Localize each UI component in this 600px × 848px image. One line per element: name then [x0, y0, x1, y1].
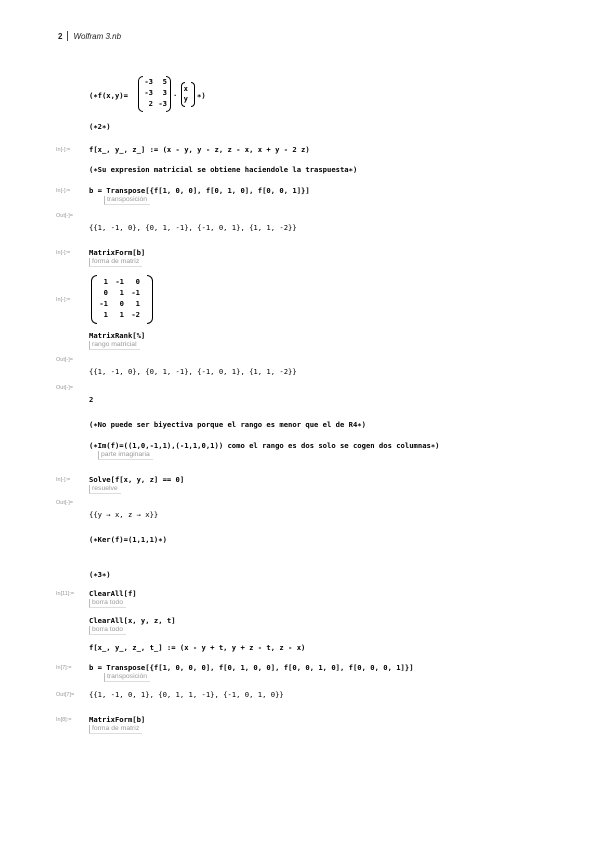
output-cell-list: {{1, -1, 0}, {0, 1, -1}, {-1, 0, 1}, {1, 1, -2}}: [89, 367, 297, 376]
output-label: Out[-]=: [56, 213, 73, 219]
comment-cell-image[interactable]: (∗Im(f)=((1,0,-1,1),(-1,1,0,1)) como el rango es dos solo se cogen dos columnas∗): [89, 441, 440, 450]
matrix-cell: -1: [131, 288, 140, 297]
comment-cell[interactable]: (∗2∗): [89, 122, 111, 131]
function-tooltip: forma de matriz: [89, 725, 142, 734]
matrix-cell: 2: [148, 99, 153, 108]
vector-cell: y: [183, 94, 188, 103]
output-label: Out[7]=: [56, 692, 75, 698]
notebook-filename: Wolfram 3.nb: [73, 32, 122, 41]
comment-suffix: ∗): [197, 91, 206, 100]
page-number: 2: [58, 32, 63, 41]
matrix-cell: 1: [119, 288, 124, 297]
input-cell-matrixform[interactable]: MatrixForm[b]: [89, 248, 146, 257]
vector-right-paren: [191, 82, 195, 107]
matrix-cell: 1: [119, 310, 124, 319]
input-cell-transpose[interactable]: b = Transpose[{f[1, 0, 0], f[0, 1, 0], f[0, 0, 1]}]: [89, 186, 310, 195]
matrix-right-paren: [166, 76, 171, 112]
matrix-cell: -3: [144, 88, 153, 97]
function-tooltip: borra todo: [89, 599, 126, 608]
function-tooltip: rango matricial: [89, 341, 140, 350]
input-cell-clearall[interactable]: ClearAll[x, y, z, t]: [89, 616, 176, 625]
comment-cell[interactable]: (∗Ker(f)=(1,1,1)∗): [89, 535, 167, 544]
matrix-cell: 0: [119, 299, 124, 308]
page-header: [58, 31, 121, 41]
input-cell-matrixrank[interactable]: MatrixRank[%]: [89, 331, 146, 340]
matrix-cell: -3: [158, 99, 167, 108]
function-tooltip: parte imaginaria: [98, 451, 153, 460]
output-cell-rank: 2: [89, 395, 94, 404]
function-tooltip: transposición: [104, 196, 150, 205]
matrix-cell: 1: [135, 299, 140, 308]
input-cell-clearall[interactable]: ClearAll[f]: [89, 589, 137, 598]
input-cell-transpose[interactable]: b = Transpose[{f[1, 0, 0, 0], f[0, 1, 0, 0], f[0, 0, 1, 0], f[0, 0, 0, 1]}]: [89, 663, 414, 672]
matrix-cell: 0: [135, 277, 140, 286]
output-cell-list: {{1, -1, 0}, {0, 1, -1}, {-1, 0, 1}, {1, 1, -2}}: [89, 223, 297, 232]
matrix-cell: -3: [144, 77, 153, 86]
function-tooltip: resuelve: [89, 485, 121, 494]
comment-cell[interactable]: (∗Su expresion matricial se obtiene haciendole la traspuesta∗): [89, 165, 358, 174]
matrix-cell: 3: [162, 88, 167, 97]
function-tooltip: borra todo: [89, 626, 126, 635]
input-cell-f-definition[interactable]: f[x_, y_, z_, t_] := (x - y + t, y + z - t, z - x): [89, 643, 306, 652]
output-label: Out[-]=: [56, 385, 73, 391]
input-cell-f-definition[interactable]: f[x_, y_, z_] := (x - y, y - z, z - x, x + y - 2 z): [89, 145, 310, 154]
matrix-right-paren: [147, 275, 153, 324]
input-label: In[-]:=: [56, 250, 71, 256]
matrix-cell: -1: [99, 299, 108, 308]
matrix-cell: 1: [103, 310, 108, 319]
vector-cell: x: [183, 84, 188, 93]
input-label: In[7]:=: [56, 665, 72, 671]
input-cell-matrixform[interactable]: MatrixForm[b]: [89, 715, 146, 724]
matrix-cell: 5: [162, 77, 167, 86]
comment-cell[interactable]: (∗3∗): [89, 570, 111, 579]
output-label: Out[-]=: [56, 500, 73, 506]
input-cell-solve[interactable]: Solve[f[x, y, z] == 0]: [89, 475, 185, 484]
input-label: In[-]:=: [56, 477, 71, 483]
output-label: Out[-]=: [56, 357, 73, 363]
function-tooltip: forma de matriz: [89, 258, 142, 267]
input-label: In[-]:=: [56, 297, 71, 303]
dot-operator: ·: [173, 91, 178, 100]
matrix-cell: 0: [103, 288, 108, 297]
output-cell-solution: {{y → x, z → x}}: [89, 510, 159, 519]
matrix-cell: 1: [103, 277, 108, 286]
input-label: In[-]:=: [56, 147, 71, 153]
input-label: In[11]:=: [56, 591, 75, 597]
matrix-cell: -1: [115, 277, 124, 286]
comment-cell[interactable]: (∗No puede ser biyectiva porque el rango es menor que el de R4∗): [89, 420, 366, 429]
input-label: In[-]:=: [56, 188, 71, 194]
matrix-cell: -2: [131, 310, 140, 319]
comment-prefix: (∗f(x,y)=: [89, 91, 128, 100]
output-cell-list: {{1, -1, 0, 1}, {0, 1, 1, -1}, {-1, 0, 1, 0}}: [89, 690, 284, 699]
input-label: In[8]:=: [56, 717, 72, 723]
function-tooltip: transposición: [104, 673, 150, 682]
header-divider: [67, 31, 68, 41]
